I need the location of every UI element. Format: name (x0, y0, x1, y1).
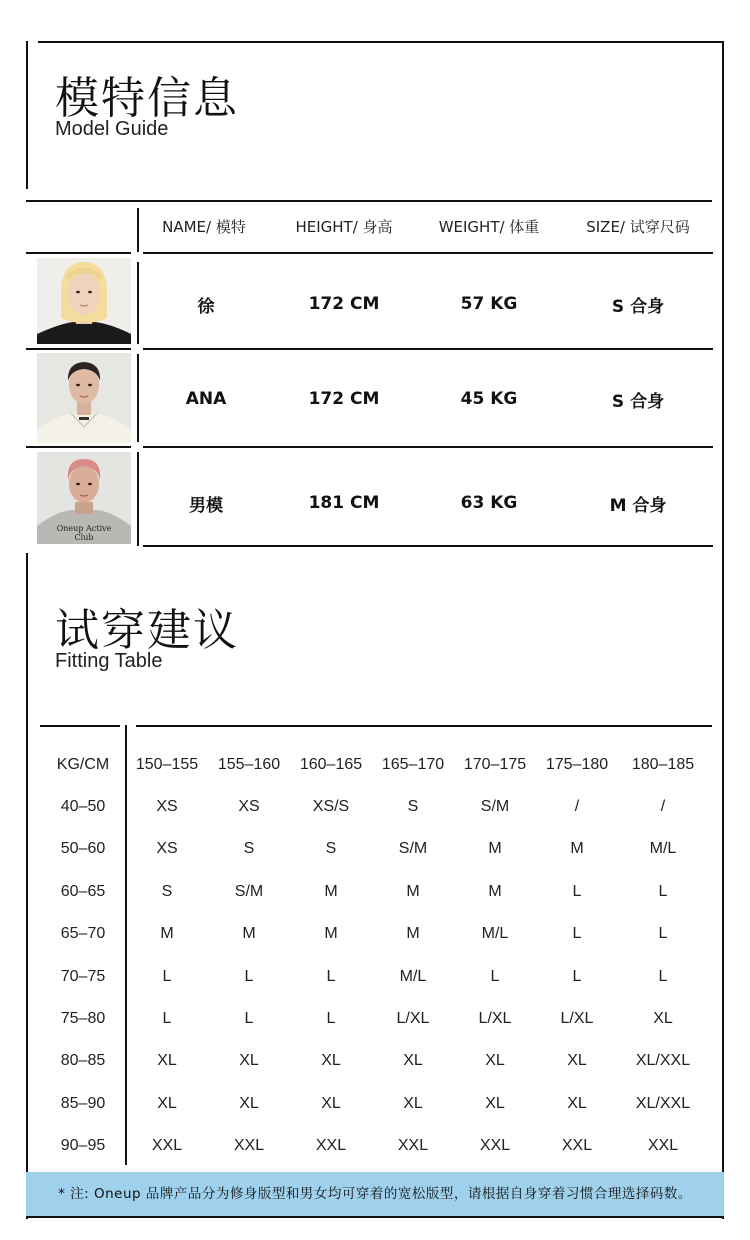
size-cell: XL (567, 1095, 587, 1112)
size-cell: L (162, 968, 172, 985)
size-cell: XL (321, 1052, 341, 1069)
size-cell: L (658, 883, 668, 900)
model-name-col-line (137, 208, 139, 252)
model-size-3: M 合身 (609, 496, 667, 516)
row-range: 60–65 (60, 883, 106, 900)
size-cell: M (570, 840, 584, 857)
size-cell: XL/XXL (635, 1052, 691, 1069)
model-weight-3: 63 KG (460, 493, 518, 513)
table-row (40, 1083, 710, 1125)
model-name-3: 男模 (189, 496, 223, 516)
size-cell: XL (403, 1095, 423, 1112)
size-cell: S (161, 883, 173, 900)
row3-bottom-right (143, 545, 713, 547)
size-cell: L (572, 883, 582, 900)
row-range: 70–75 (60, 968, 106, 985)
size-cell: M (324, 883, 338, 900)
size-cell: L (658, 925, 668, 942)
size-cell: S (243, 840, 255, 857)
model-size-1: S 合身 (611, 297, 665, 317)
size-cell: XL/XXL (635, 1095, 691, 1112)
table-row (40, 828, 710, 870)
model-photo-xu (37, 258, 131, 344)
fitting-header-row (40, 744, 710, 786)
size-cell: XL (567, 1052, 587, 1069)
size-cell: / (660, 798, 666, 815)
model-height-2: 172 CM (308, 389, 380, 409)
row-range: 40–50 (60, 798, 106, 815)
fitting-col-1: 150–155 (135, 756, 199, 773)
size-cell: XL (653, 1010, 673, 1027)
model-photo-ana (37, 353, 131, 443)
size-cell: M (242, 925, 256, 942)
row-range: 80–85 (60, 1052, 106, 1069)
size-cell: M/L (481, 925, 509, 942)
row2-col-line (137, 354, 139, 442)
row1-bottom (26, 348, 131, 350)
footnote: * 注: Oneup 品牌产品分为修身版型和男女均可穿着的宽松版型，请根据自身穿着习惯合理选择码数。 (26, 1172, 724, 1216)
fitting-corner-label: KG/CM (56, 756, 110, 773)
size-cell: L (244, 968, 254, 985)
top-border (38, 41, 724, 43)
size-cell: XL (485, 1095, 505, 1112)
model-header-bottom (143, 252, 713, 254)
size-cell: L/XL (478, 1010, 512, 1027)
size-cell: M (406, 925, 420, 942)
header-height: HEIGHT/ 身高 (295, 218, 393, 236)
row-range: 50–60 (60, 840, 106, 857)
size-cell: XXL (561, 1137, 593, 1154)
table-row (40, 913, 710, 955)
size-cell: XS (238, 798, 260, 815)
row2-bottom (26, 446, 131, 448)
left-border-bottom (26, 553, 28, 1219)
fitting-header-line-left (40, 725, 120, 727)
size-cell: XS (156, 798, 178, 815)
header-size: SIZE/ 试穿尺码 (586, 218, 690, 236)
left-border-top (26, 41, 28, 189)
model-name-2: ANA (185, 389, 227, 409)
model-photo-header-line (26, 252, 131, 254)
size-cell: XXL (151, 1137, 183, 1154)
table-row (40, 871, 710, 913)
size-cell: XL (485, 1052, 505, 1069)
row-range: 85–90 (60, 1095, 106, 1112)
size-cell: M (488, 883, 502, 900)
size-cell: XL (321, 1095, 341, 1112)
row3-col-line (137, 452, 139, 546)
row-range: 65–70 (60, 925, 106, 942)
size-cell: M/L (649, 840, 677, 857)
size-cell: / (574, 798, 580, 815)
fitting-col-6: 175–180 (545, 756, 609, 773)
size-cell: S (407, 798, 419, 815)
size-cell: XS/S (312, 798, 350, 815)
fitting-col-4: 165–170 (381, 756, 445, 773)
right-border (722, 41, 724, 1219)
size-cell: XL (403, 1052, 423, 1069)
header-weight: WEIGHT/ 体重 (438, 218, 540, 236)
size-cell: M (160, 925, 174, 942)
row2-bottom-right (143, 446, 713, 448)
size-cell: XL (157, 1052, 177, 1069)
fitting-col-3: 160–165 (299, 756, 363, 773)
fitting-col-5: 170–175 (463, 756, 527, 773)
size-cell: XS (156, 840, 178, 857)
size-cell: S (325, 840, 337, 857)
size-cell: M (406, 883, 420, 900)
table-row (40, 956, 710, 998)
size-cell: XL (239, 1052, 259, 1069)
size-cell: L (572, 925, 582, 942)
model-name-1: 徐 (197, 297, 215, 317)
header-name: NAME/ 模特 (162, 218, 246, 236)
size-cell: XXL (315, 1137, 347, 1154)
model-height-3: 181 CM (308, 493, 380, 513)
fitting-title: 试穿建议 (55, 605, 239, 656)
size-cell: XL (239, 1095, 259, 1112)
size-cell: L (658, 968, 668, 985)
row-range: 75–80 (60, 1010, 106, 1027)
bottom-border (26, 1216, 724, 1218)
size-cell: L (572, 968, 582, 985)
fitting-col-7: 180–185 (631, 756, 695, 773)
size-cell: L (490, 968, 500, 985)
model-divider-top (26, 200, 712, 202)
model-guide-title: 模特信息 (55, 73, 239, 124)
fitting-subtitle: Fitting Table (55, 650, 163, 672)
size-cell: XXL (479, 1137, 511, 1154)
size-cell: XXL (233, 1137, 265, 1154)
size-cell: XXL (397, 1137, 429, 1154)
row1-bottom-right (143, 348, 713, 350)
size-cell: S/M (480, 798, 510, 815)
size-cell: L (244, 1010, 254, 1027)
model-height-1: 172 CM (308, 294, 380, 314)
size-cell: L (326, 968, 336, 985)
table-row (40, 786, 710, 828)
size-cell: L (162, 1010, 172, 1027)
size-cell: S/M (398, 840, 428, 857)
row1-col-line (137, 262, 139, 344)
model-size-2: S 合身 (611, 392, 665, 412)
size-cell: XL (157, 1095, 177, 1112)
table-row (40, 998, 710, 1040)
size-cell: S/M (234, 883, 264, 900)
model-weight-2: 45 KG (460, 389, 518, 409)
table-row (40, 1125, 710, 1167)
model-guide-subtitle: Model Guide (55, 118, 169, 140)
size-cell: L/XL (560, 1010, 594, 1027)
table-row (40, 1040, 710, 1082)
fitting-header-line-right (136, 725, 712, 727)
model-photo-male (37, 452, 131, 544)
size-cell: M (324, 925, 338, 942)
model-weight-1: 57 KG (460, 294, 518, 314)
size-cell: M/L (399, 968, 427, 985)
model-shirt-text: Oneup Active Club (56, 524, 112, 542)
size-cell: L/XL (396, 1010, 430, 1027)
fitting-col-2: 155–160 (217, 756, 281, 773)
size-cell: L (326, 1010, 336, 1027)
size-cell: M (488, 840, 502, 857)
size-cell: XXL (647, 1137, 679, 1154)
row-range: 90–95 (60, 1137, 106, 1154)
